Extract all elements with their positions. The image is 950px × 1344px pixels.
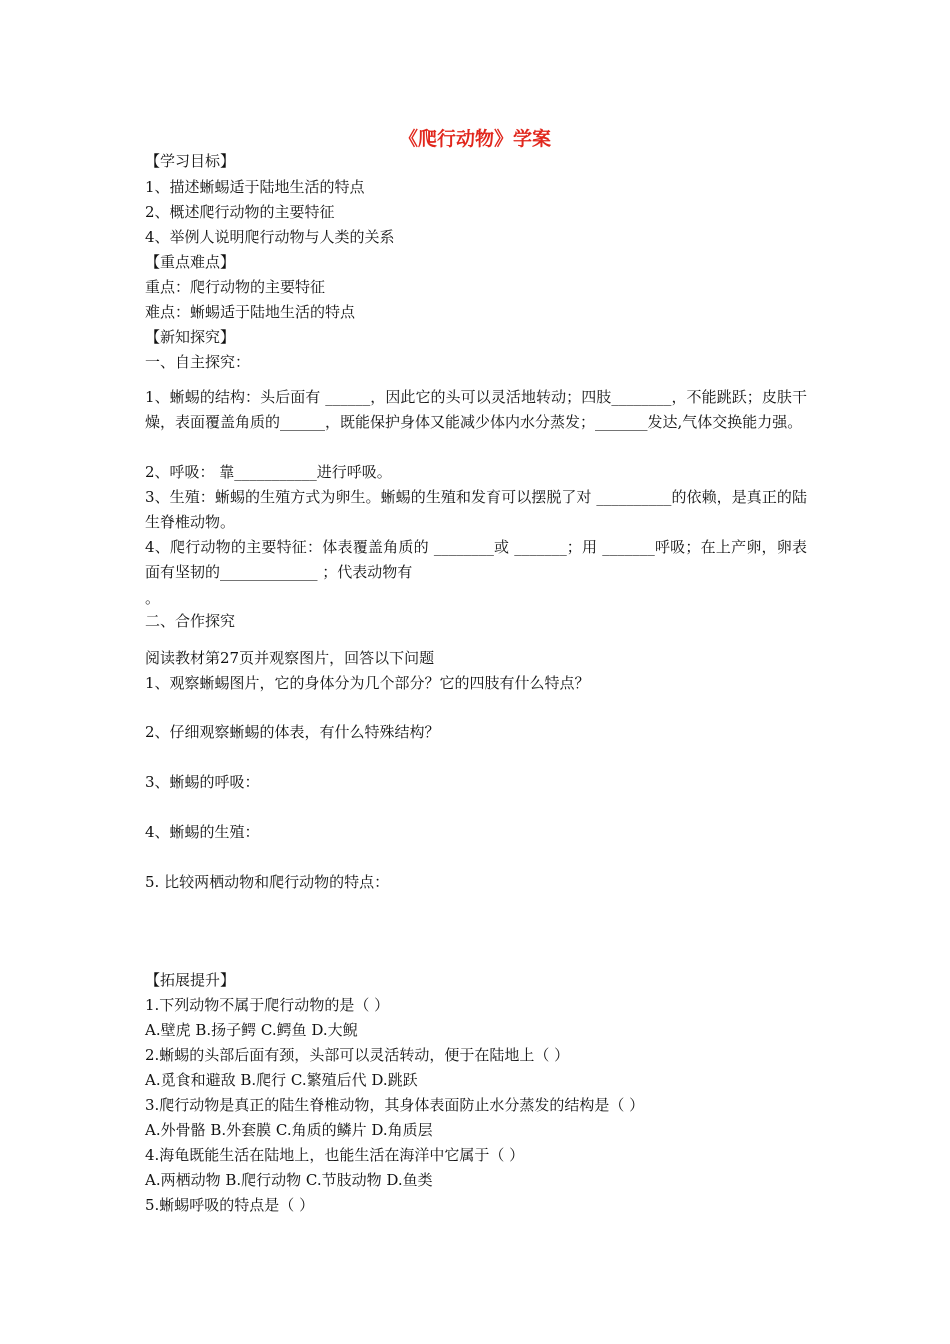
fill-question-1: 1、蜥蜴的结构：头后面有 ______，因此它的头可以灵活地转动；四肢________，不能跳跃；皮肤干燥，表面覆盖角质的______，既能保护身体又能减少体内水分蒸发；_______发达,气体交换能力强。 <box>145 388 807 431</box>
mc-question: 1.下列动物不属于爬行动物的是（ ） <box>145 996 390 1014</box>
mc-options: A.觅食和避敌 B.爬行 C.繁殖后代 D.跳跃 <box>145 1071 418 1089</box>
mc-question: 2.蜥蜴的头部后面有颈，头部可以灵活转动，便于在陆地上（ ） <box>145 1046 570 1064</box>
key-heading: 【重点难点】 <box>145 253 236 271</box>
coop-question: 3、蜥蜴的呼吸： <box>145 773 260 791</box>
mc-options: A.两栖动物 B.爬行动物 C.节肢动物 D.鱼类 <box>145 1171 433 1189</box>
fill-question-4: 4、爬行动物的主要特征：体表覆盖角质的 ________或 _______；用 _______呼吸；在上产卵，卵表面有坚韧的_____________ ；代表动物有 <box>145 538 807 581</box>
mc-question: 3.爬行动物是真正的陆生脊椎动物，其身体表面防止水分蒸发的结构是（ ） <box>145 1096 645 1114</box>
coop-title: 二、合作探究 <box>145 612 236 630</box>
coop-question: 5. 比较两栖动物和爬行动物的特点： <box>145 873 390 891</box>
key-focus: 重点：爬行动物的主要特征 <box>145 278 326 296</box>
self-explore-title: 一、自主探究： <box>145 353 251 371</box>
key-difficulty: 难点：蜥蜴适于陆地生活的特点 <box>145 303 356 321</box>
mc-options: A.壁虎 B.扬子鳄 C.鳄鱼 D.大鲵 <box>145 1021 358 1039</box>
coop-intro: 阅读教材第27页并观察图片，回答以下问题 <box>145 649 435 667</box>
mc-question: 5.蜥蜴呼吸的特点是（ ） <box>145 1196 315 1214</box>
goal-item: 4、举例人说明爬行动物与人类的关系 <box>145 228 395 246</box>
extend-heading: 【拓展提升】 <box>145 971 236 989</box>
fill-question-3: 3、生殖：蜥蜴的生殖方式为卵生。蜥蜴的生殖和发育可以摆脱了对 __________的依赖，是真正的陆生脊椎动物。 <box>145 488 807 531</box>
fill-question-4-end: 。 <box>145 589 161 607</box>
coop-question: 2、仔细观察蜥蜴的体表，有什么特殊结构？ <box>145 723 440 741</box>
goal-item: 1、描述蜥蜴适于陆地生活的特点 <box>145 178 365 196</box>
page-title: 《爬行动物》学案 <box>398 128 551 150</box>
coop-question: 1、观察蜥蜴图片，它的身体分为几个部分？它的四肢有什么特点？ <box>145 674 590 692</box>
explore-heading: 【新知探究】 <box>145 328 236 346</box>
mc-options: A.外骨骼 B.外套膜 C.角质的鳞片 D.角质层 <box>145 1121 433 1139</box>
fill-question-2: 2、呼吸： 靠___________进行呼吸。 <box>145 463 392 481</box>
goals-heading: 【学习目标】 <box>145 152 236 170</box>
mc-question: 4.海龟既能生活在陆地上，也能生活在海洋中它属于（ ） <box>145 1146 525 1164</box>
goal-item: 2、概述爬行动物的主要特征 <box>145 203 335 221</box>
coop-question: 4、蜥蜴的生殖： <box>145 823 260 841</box>
